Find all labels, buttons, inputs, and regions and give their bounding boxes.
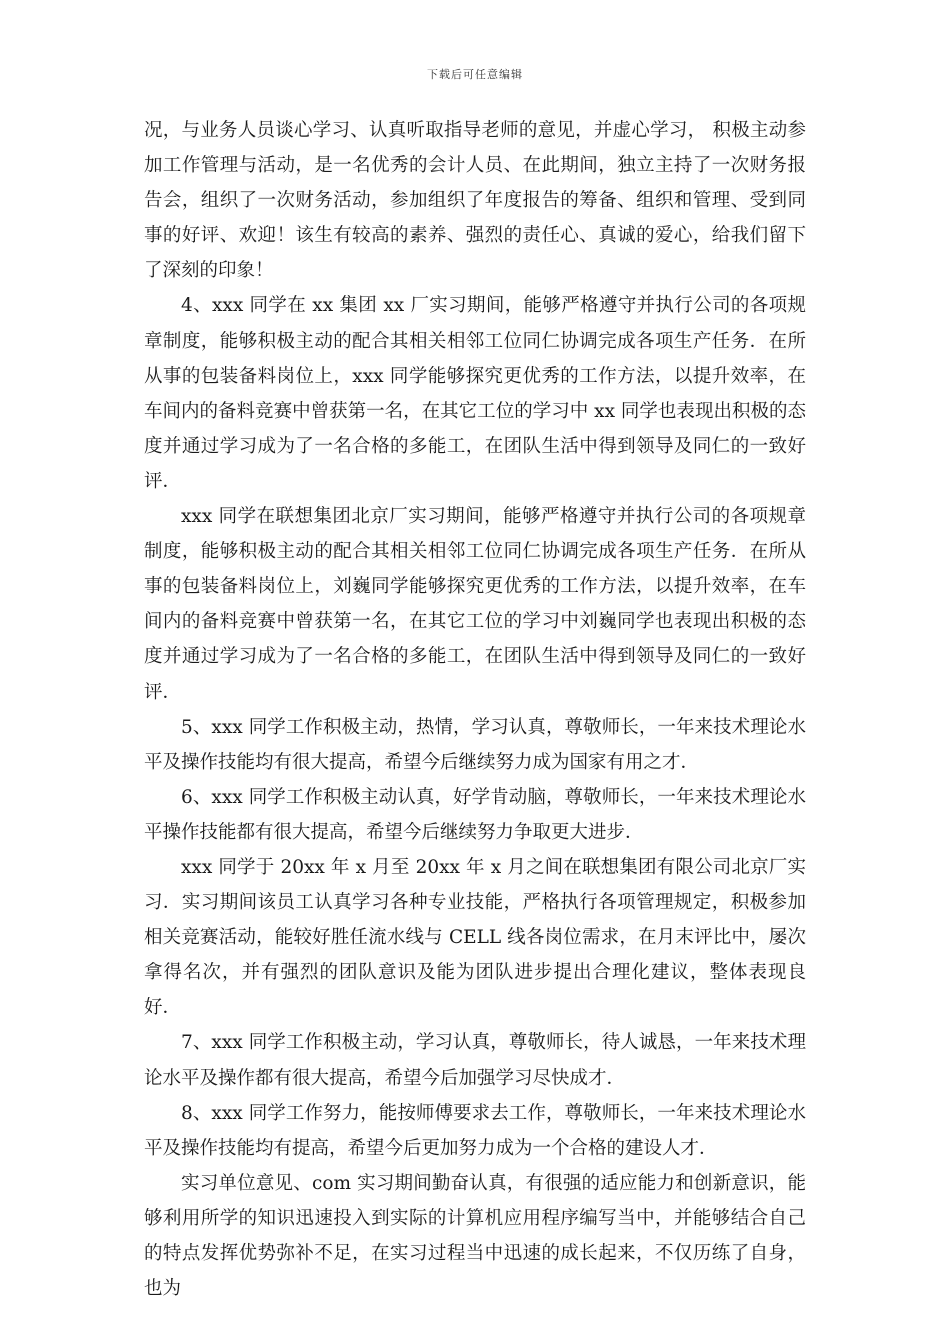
paragraph-lenovo-beijing: xxx 同学在联想集团北京厂实习期间，能够严格遵守并执行公司的各项规章制度，能够积极主动的配合其相关相邻工位同仁协调完成各项生产任务．在所从事的包装备料岗位上，刘巍同学能够探究更优秀的工作方法，以提升效率，在车间内的备料竞赛中曾获第一名，在其它工位的学习中刘巍同学也表现出积极的态度并通过学习成为了一名合格的多能工，在团队生活中得到领导及同仁的一致好评． xyxy=(144,506,806,703)
paragraph-item-8: 8、xxx 同学工作努力，能按师傅要求去工作，尊敬师长，一年来技术理论水平及操作技能均有提高，希望今后更加努力成为一个合格的建设人才． xyxy=(144,1102,806,1159)
paragraph-unit-opinion: 实习单位意见、com 实习期间勤奋认真，有很强的适应能力和创新意识，能够利用所学的知识迅速投入到实际的计算机应用程序编写当中，并能够结合自己的特点发挥优势弥补不足，在实习过程当中迅速的成长起来，不仅历练了自身，也为 xyxy=(144,1172,806,1300)
header-note: 下载后可任意编辑 xyxy=(427,68,523,81)
paragraph-continuation: 况，与业务人员谈心学习、认真听取指导老师的意见，并虚心学习， 积极主动参加工作管理与活动，是一名优秀的会计人员、在此期间，独立主持了一次财务报告会，组织了一次财务活动，参加组织了年度报告的筹备、组织和管理、受到同事的好评、欢迎！该生有较高的素养、强烈的责任心、真诚的爱心，给我们留下了深刻的印象！ xyxy=(144,120,806,282)
paragraph-item-4: 4、xxx 同学在 xx 集团 xx 厂实习期间，能够严格遵守并执行公司的各项规章制度，能够积极主动的配合其相关相邻工位同仁协调完成各项生产任务．在所从事的包装备料岗位上，xxx 同学能够探究更优秀的工作方法，以提升效率，在车间内的备料竞赛中曾获第一名，在其它工位的学习中 xx 同学也表现出积极的态度并通过学习成为了一名合格的多能工，在团队生活中得到领导及同仁的一致好评． xyxy=(144,295,806,492)
paragraph-item-7: 7、xxx 同学工作积极主动，学习认真，尊敬师长，待人诚恳，一年来技术理论水平及操作都有很大提高，希望今后加强学习尽快成才． xyxy=(144,1032,806,1089)
body-text xyxy=(144,113,806,1306)
paragraph-item-5: 5、xxx 同学工作积极主动，热情，学习认真，尊敬师长，一年来技术理论水平及操作技能均有很大提高，希望今后继续努力成为国家有用之才． xyxy=(144,716,806,773)
paragraph-lenovo-internship: xxx 同学于 20xx 年 x 月至 20xx 年 x 月之间在联想集团有限公司北京厂实习．实习期间该员工认真学习各种专业技能，严格执行各项管理规定，积极参加相关竞赛活动，能较好胜任流水线与 CELL 线各岗位需求，在月末评比中，屡次拿得名次，并有强烈的团队意识及能为团队进步提出合理化建议，整体表现良好． xyxy=(144,856,806,1019)
paragraph-item-6: 6、xxx 同学工作积极主动认真，好学肯动脑，尊敬师长，一年来技术理论水平操作技能都有很大提高，希望今后继续努力争取更大进步． xyxy=(144,786,806,843)
